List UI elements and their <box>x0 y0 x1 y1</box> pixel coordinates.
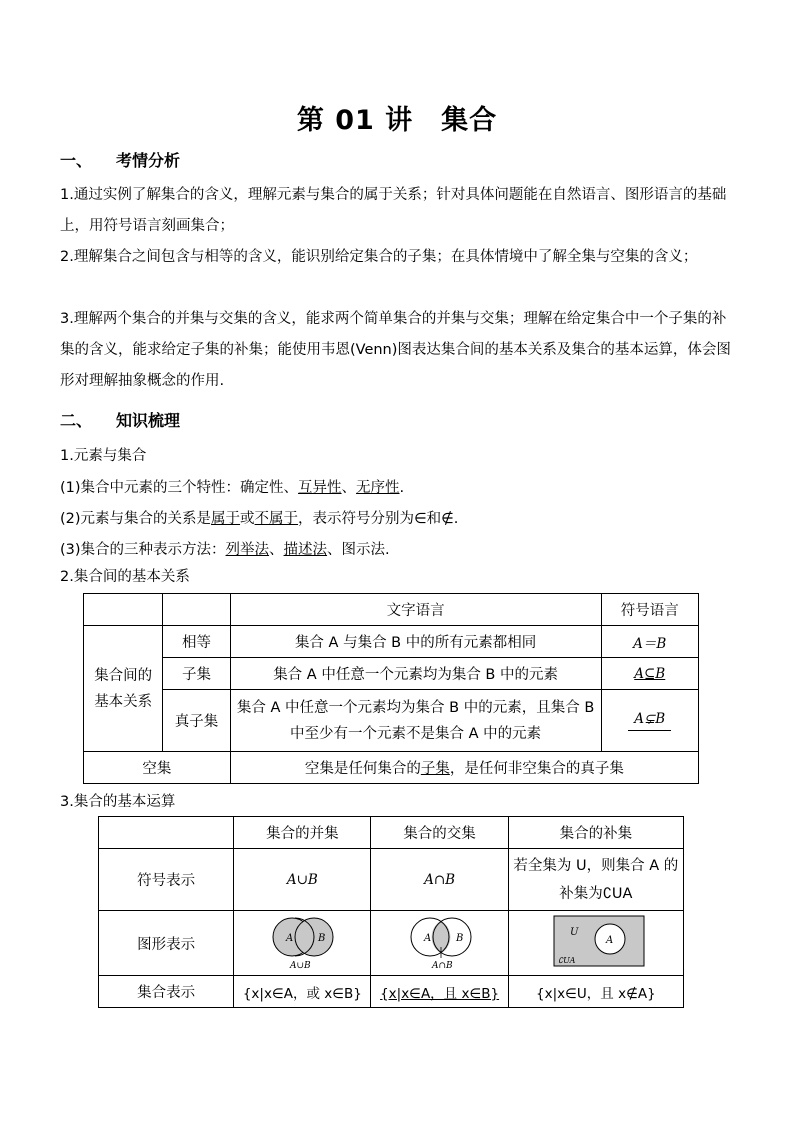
union-label-b: B <box>318 933 326 944</box>
row-name-subset: 子集 <box>163 658 230 690</box>
proper-subset-symbol: A⊊B <box>628 711 671 731</box>
text: . <box>399 480 405 496</box>
underlined-term: 描述法 <box>283 542 328 558</box>
operations-table <box>98 816 684 1008</box>
text: 、 <box>341 480 357 496</box>
text: ，是任何非空集合的真子集 <box>449 761 624 777</box>
union-set-notation: {x|x∈A，或 x∈B} <box>234 976 371 1008</box>
intersection-venn-cell <box>371 911 508 976</box>
k1-line-2 <box>60 507 458 528</box>
union-caption: A∪B <box>290 961 311 971</box>
k1-title: 1.元素与集合 <box>60 448 147 464</box>
section-title: 知识梳理 <box>116 411 181 430</box>
empty-cell <box>99 817 234 849</box>
relations-table <box>83 593 699 784</box>
row-symbol-proper-subset <box>601 690 699 752</box>
objective-2: 2.理解集合之间包含与相等的含义，能识别给定集合的子集；在具体情境中了解全集与空集的含义； <box>60 249 698 265</box>
row-label-set: 集合表示 <box>99 976 234 1008</box>
complement-venn-diagram <box>536 911 656 971</box>
union-venn-cell <box>234 911 371 976</box>
text: 、 <box>269 542 284 558</box>
row-text-equal: 集合 A 与集合 B 中的所有元素都相同 <box>230 626 601 658</box>
text: 、图示法. <box>327 542 390 558</box>
header-union: 集合的并集 <box>234 817 371 849</box>
complement-set-notation: {x|x∈U，且 x∉A} <box>508 976 683 1008</box>
underlined-term: 不属于 <box>254 511 299 527</box>
row-text-empty <box>230 752 698 784</box>
text: ，表示符号分别为∈和∉. <box>298 511 459 527</box>
row-text-proper-subset: 集合 A 中任意一个元素均为集合 B 中的元素，且集合 B 中至少有一个元素不是集合 A 中的元素 <box>230 690 601 752</box>
objective-3: 3.理解两个集合的并集与交集的含义，能求两个简单集合的并集与交集；理解在给定集合中一个子集的补集的含义，能求给定子集的补集；能使用韦恩(Venn)图表达集合间的基本关系及集合的基本运算，体会图形对理解抽象概念的作用. <box>60 311 731 389</box>
section-heading-analysis <box>60 148 180 171</box>
intersection-label-b: B <box>455 933 463 944</box>
underlined-term: 互异性 <box>298 480 342 496</box>
k1-line-1 <box>60 476 404 497</box>
section-number: 一、 <box>60 151 93 170</box>
text: 空集是任何集合的 <box>304 761 421 777</box>
underlined-term: 子集 <box>420 761 450 777</box>
row-name-proper-subset: 真子集 <box>163 690 230 752</box>
row-name-empty: 空集 <box>84 752 231 784</box>
section-number: 二、 <box>60 411 93 430</box>
header-symbol-language: 符号语言 <box>601 594 699 626</box>
row-symbol-subset: A⊆B <box>601 658 699 690</box>
complement-caption: ∁UA <box>557 956 576 965</box>
union-symbol: A∪B <box>234 849 371 911</box>
intersection-caption: A∩B <box>431 961 453 971</box>
intersection-label-a: A <box>423 933 431 944</box>
page-title: 第 01 讲 集合 <box>296 105 498 136</box>
row-symbol-equal: A＝B <box>601 626 699 658</box>
complement-label-a: A <box>605 935 614 946</box>
row-name-equal: 相等 <box>163 626 230 658</box>
complement-label-u: U <box>569 927 579 938</box>
objective-1: 1.通过实例了解集合的含义，理解元素与集合的属于关系；针对具体问题能在自然语言、图形语言的基础上，用符号语言刻画集合； <box>60 187 727 234</box>
underlined-term: 无序性 <box>356 480 400 496</box>
row-text-subset: 集合 A 中任意一个元素均为集合 B 中的元素 <box>230 658 601 690</box>
text: (3)集合的三种表示方法： <box>60 542 226 558</box>
intersection-venn-diagram <box>380 911 500 971</box>
intersection-set-notation <box>371 976 508 1008</box>
intersection-symbol: A∩B <box>371 849 508 911</box>
underlined-term: 属于 <box>211 511 241 527</box>
k3-title: 3.集合的基本运算 <box>60 794 176 810</box>
underlined-term: 列举法 <box>225 542 270 558</box>
text: (2)元素与集合的关系是 <box>60 511 212 527</box>
header-complement: 集合的补集 <box>508 817 683 849</box>
section-title: 考情分析 <box>116 151 181 170</box>
empty-cell <box>163 594 230 626</box>
row-label-graph: 图形表示 <box>99 911 234 976</box>
k1-line-3 <box>60 538 390 559</box>
header-intersection: 集合的交集 <box>371 817 508 849</box>
group-label <box>84 626 163 752</box>
text: 或 <box>240 511 255 527</box>
complement-venn-cell <box>508 911 683 976</box>
complement-symbol: 若全集为 U，则集合 A 的补集为∁UA <box>508 849 683 911</box>
empty-cell <box>84 594 163 626</box>
section-heading-knowledge <box>60 408 180 431</box>
row-label-symbol: 符号表示 <box>99 849 234 911</box>
group-text: 集合间的基本关系 <box>94 667 153 710</box>
union-label-a: A <box>286 933 294 944</box>
k2-title: 2.集合间的基本关系 <box>60 569 190 585</box>
union-venn-diagram <box>242 911 362 971</box>
header-text-language: 文字语言 <box>230 594 601 626</box>
intersection-set-text: {x|x∈A，且 x∈B} <box>380 985 500 1002</box>
text: (1)集合中元素的三个特性：确定性、 <box>60 480 299 496</box>
